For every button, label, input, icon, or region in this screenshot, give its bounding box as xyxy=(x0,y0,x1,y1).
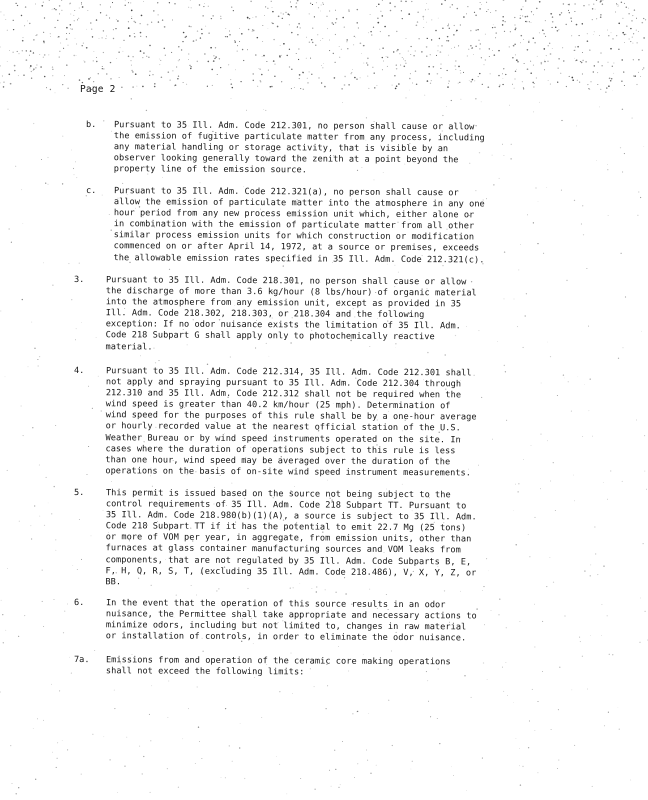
item-text xyxy=(105,488,477,590)
text-line: nuisance, the Permittee shall take appropriate and necessary actions to xyxy=(105,609,477,622)
text-line: similar process emission units for which construction or modification xyxy=(113,230,475,243)
text-line: material. xyxy=(105,341,153,353)
text-line: the allowable emission rates specified in 35 Ill. Adm. Code 212.321(c). xyxy=(113,252,485,265)
item-number: 7a. xyxy=(73,655,90,666)
text-line: components, that are not regulated by 35 Ill. Adm. Code Subparts B, E, xyxy=(105,554,472,567)
condition-item-7a xyxy=(74,655,564,684)
text-line: Emissions from and operation of the ceramic core making operations xyxy=(105,655,451,668)
text-line: control requirements of 35 Ill. Adm. Code 218 Subpart TT. Pursuant to xyxy=(105,499,467,512)
text-line: cases where the duration of operations subject to this rule is less xyxy=(105,443,456,456)
item-text xyxy=(114,120,485,178)
item-text xyxy=(106,655,451,679)
text-line: 212.310 and 35 Ill. Adm. Code 212.312 shall not be required when the xyxy=(105,388,462,401)
text-line: BB. xyxy=(105,576,122,588)
text-line: shall not exceed the following limits: xyxy=(105,666,305,678)
text-line: wind speed for the purposes of this rule shall be by a one-hour average xyxy=(105,410,477,423)
text-line: Pursuant to 35 Ill. Adm. Code 218.301, no person shall cause or allow xyxy=(105,275,467,288)
text-line: property line of the emission source. xyxy=(113,164,308,176)
condition-item-5 xyxy=(73,488,564,595)
text-line: Pursuant to 35 Ill. Adm. Code 212.314, 35 Ill. Adm. Code 212.301 shall xyxy=(105,366,472,379)
condition-item-4 xyxy=(73,366,564,484)
item-number: c. xyxy=(85,186,97,197)
item-number: 6. xyxy=(73,598,85,609)
item-text xyxy=(106,598,477,645)
text-line: into the atmosphere from any emission unit, except as provided in 35 xyxy=(105,297,462,310)
text-line: Pursuant to 35 Ill. Adm. Code 212.301, no person shall cause or allow xyxy=(113,120,475,133)
item-number: 5. xyxy=(73,488,85,499)
text-line: This permit is issued based on the source not being subject to the xyxy=(105,488,451,501)
text-line: wind speed is greater than 40.2 km/hour (25 mph). Determination of xyxy=(105,399,451,412)
condition-item-6 xyxy=(74,598,564,649)
text-line: Ill. Adm. Code 218.302, 218.303, or 218.304 and the following xyxy=(105,308,425,321)
text-line: Code 218 Subpart G shall apply only to photochemically reactive xyxy=(105,330,435,343)
condition-item-b xyxy=(86,120,566,183)
text-line: commenced on or after April 14, 1972, at a source or premises, exceeds xyxy=(113,241,480,254)
text-line: than one hour, wind speed may be averaged over the duration of the xyxy=(105,454,451,468)
text-line: the emission of fugitive particulate matter from any process, including xyxy=(113,131,485,144)
text-line: observer looking generally toward the zenith at a point beyond the xyxy=(113,153,459,166)
condition-item-c xyxy=(85,186,565,271)
text-line: Code 218 Subpart TT if it has the potential to emit 22.7 Mg (25 tons) xyxy=(105,521,467,534)
text-line: any material handling or storage activity, that is visible by an xyxy=(113,142,449,155)
text-line: In the event that the operation of this source results in an odor xyxy=(105,598,446,611)
item-text xyxy=(114,186,485,266)
item-number: 4. xyxy=(73,366,85,377)
item-text xyxy=(105,366,477,479)
text-line: not apply and spraying pursuant to 35 Ill. Adm. Code 212.304 through xyxy=(105,377,462,390)
text-line: furnaces at glass container manufacturing sources and VOM leaks from xyxy=(105,543,461,556)
text-line: Pursuant to 35 Ill. Adm. Code 212.321(a), no person shall cause or xyxy=(113,186,459,199)
text-line: or hourly recorded value at the nearest official station of the U.S. xyxy=(105,421,461,434)
item-text xyxy=(106,275,477,355)
text-line: or installation of controls, in order to eliminate the odor nuisance. xyxy=(105,631,467,644)
item-number: b. xyxy=(85,120,97,131)
text-line: operations on the basis of on-site wind speed instrument measurements. xyxy=(105,466,472,479)
condition-item-3 xyxy=(73,275,563,360)
text-line: or more of VOM per year, in aggregate, from emission units, other than xyxy=(105,532,472,545)
text-line: minimize odors, including but not limited to, changes in raw material xyxy=(105,620,467,633)
text-line: the discharge of more than 3.6 kg/hour (8 lbs/hour) of organic material xyxy=(105,286,477,299)
text-line: allow the emission of particulate matter into the atmosphere in any one xyxy=(113,197,485,210)
page-label: Page 2 xyxy=(80,84,116,95)
text-line: Weather Bureau or by wind speed instruments operated on the site. In xyxy=(105,432,461,445)
text-line: 35 Ill. Adm. Code 218.980(b)(1)(A), a source is subject to 35 Ill. Adm. xyxy=(105,510,477,523)
item-number: 3. xyxy=(73,275,85,286)
text-line: F, H, Q, R, S, T, (excluding 35 Ill. Adm. Code 218.486), V, X, Y, Z, or xyxy=(105,565,477,579)
text-line: in combination with the emission of particulate matter from all other xyxy=(113,219,475,232)
text-line: exception: If no odor nuisance exists the limitation of 35 Ill. Adm. xyxy=(105,319,461,332)
text-line: hour period from any new process emission unit which, either alone or xyxy=(113,208,475,221)
